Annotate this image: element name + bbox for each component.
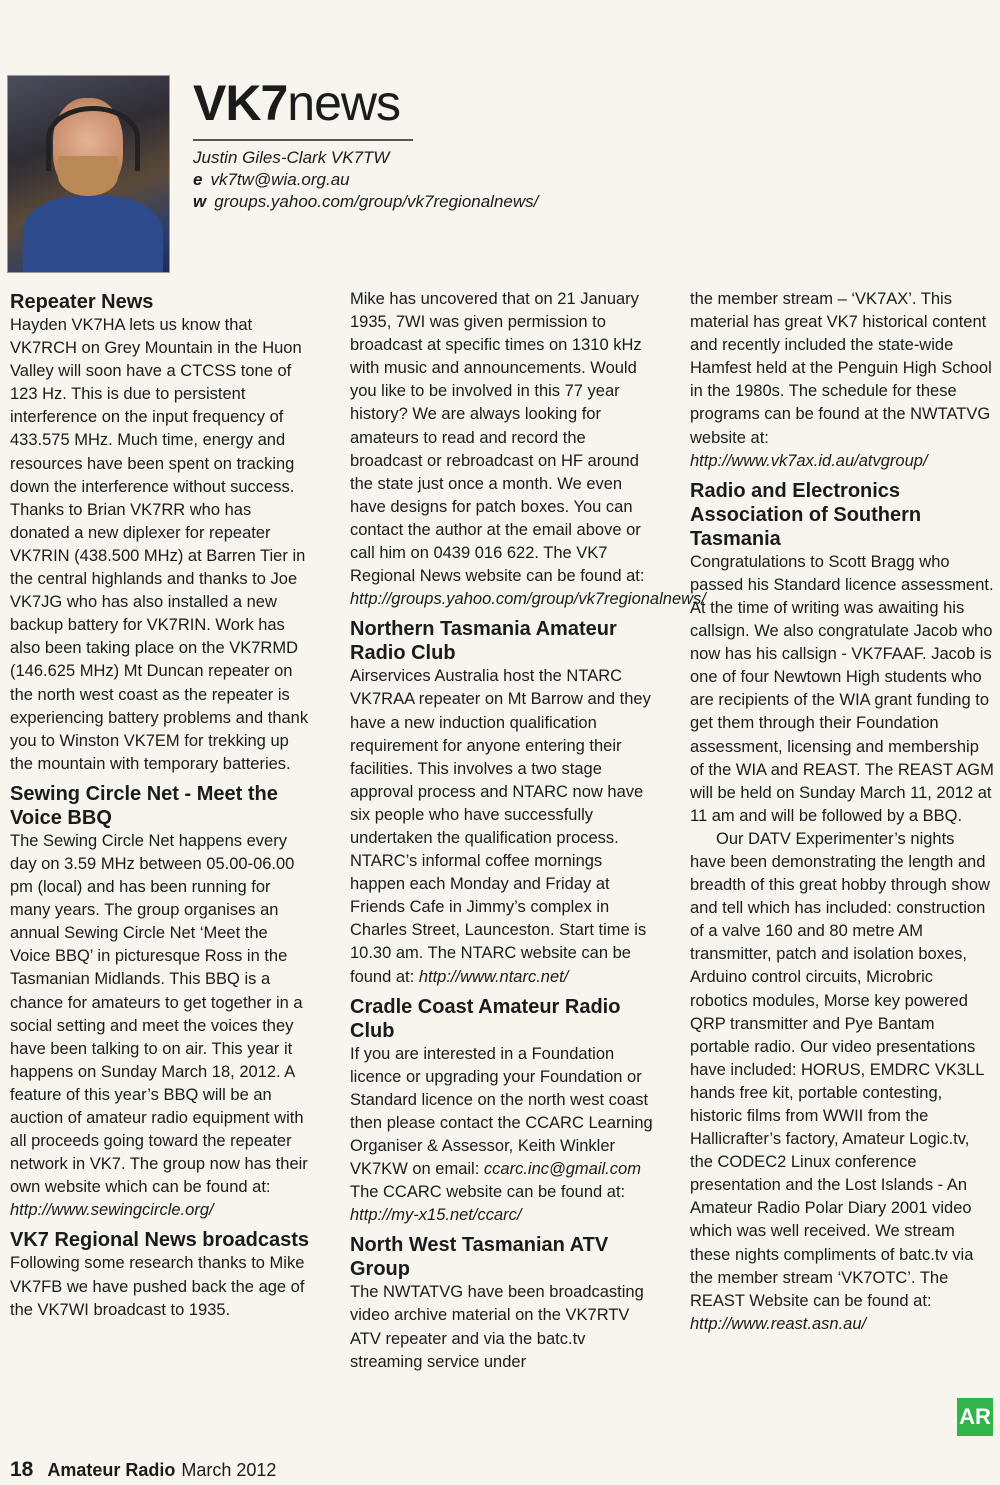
para-ccarc (350, 1043, 658, 1228)
ar-logo-icon: AR (957, 1398, 993, 1436)
author-email[interactable]: vk7tw@wia.org.au (210, 170, 350, 189)
history-text: Mike has uncovered that on 21 January 1935, 7WI was given permission to broadcast at specific times on 1310 kHz with music and announcements. Would you like to be involved in this 77 year history? We are always looking for amateurs to read and record the broadcast or rebroadcast on HF around the state just once a month. We even have designs for patch boxes. You can contact the author at the email above or call him on 0439 016 622. The VK7 Regional News website can be found at: (350, 290, 645, 586)
ccarc-text-2: The CCARC website can be found at: (350, 1183, 626, 1202)
nwtatvg-link[interactable]: http://www.vk7ax.id.au/atvgroup/ (690, 451, 928, 470)
author-photo (7, 75, 170, 273)
heading-ntarc: Northern Tasmania Amateur Radio Club (350, 618, 617, 665)
para-member-stream (690, 288, 994, 473)
page-title (193, 73, 400, 133)
column-1 (10, 290, 312, 1322)
reast-link[interactable]: http://www.reast.asn.au/ (690, 1314, 867, 1333)
column-2 (350, 288, 706, 1374)
title-bold: VK7 (193, 75, 288, 131)
ccarc-text: If you are interested in a Foundation licence or upgrading your Foundation or Standard licence on the north west coast then please contact the CCARC Learning Organiser & Assessor, Keith Winkler VK7KW on email: (350, 1044, 653, 1179)
ntarc-link[interactable]: http://www.ntarc.net/ (418, 967, 569, 986)
photo-shirt (23, 196, 163, 273)
magazine-name: Amateur Radio (47, 1460, 176, 1480)
ntarc-text: Airservices Australia host the NTARC VK7RAA repeater on Mt Barrow and they have a new induction qualification requirement for anyone entering their facilities. This involves a two stage approval process and NTARC now have six people who have successfully undertaken the qualification process. NTARC’s informal coffee mornings happen each Monday and Friday at Friends Cafe in Jimmy’s complex in Charles Street, Launceston. Start time is 10.30 am. The NTARC website can be found at: (350, 667, 651, 986)
para-nwtatvg: The NWTATVG have been broadcasting video archive material on the VK7RTV ATV repeater and via the batc.tv streaming service under (350, 1283, 644, 1371)
email-label: e (193, 170, 203, 189)
author-name: Justin Giles-Clark VK7TW (193, 148, 390, 167)
heading-nwtatvg: North West Tasmanian ATV Group (350, 1234, 609, 1281)
issue-date: March 2012 (181, 1460, 277, 1480)
para-ntarc (350, 665, 658, 988)
heading-regional-news: VK7 Regional News broadcasts (10, 1229, 309, 1252)
para-history (350, 288, 706, 611)
title-divider (193, 139, 413, 141)
author-web-line (193, 191, 538, 213)
sewing-circle-text: The Sewing Circle Net happens every day on 3.59 MHz between 05.00-06.00 pm (local) and has been running for many years. The group organises an annual Sewing Circle Net ‘Meet the Voice BBQ’ in picturesque Ross in the Tasmanian Midlands. This BBQ is a chance for amateurs to get together in a social setting and meet the voices they have been talking to on air. This year it happens on Sunday March 18, 2012. A feature of this year’s BBQ will be an auction of amateur radio equipment with all proceeds going toward the repeater network in VK7. The group now has their own website which can be found at: (10, 831, 308, 1197)
member-stream-text: the member stream – ‘VK7AX’. This material has great VK7 historical content and recently included the state-wide Hamfest held at the Penguin High School in the 1980s. The schedule for these programs can be found at the NWTATVG website at: (690, 290, 992, 447)
author-email-line (193, 169, 538, 191)
web-label: w (193, 192, 207, 211)
heading-reast: Radio and Electronics Association of Southern Tasmania (690, 479, 922, 550)
para-regional-news: Following some research thanks to Mike VK7FB we have pushed back the age of the VK7WI broadcast to 1935. (10, 1254, 305, 1319)
page-number: 18 (10, 1458, 34, 1481)
page-footer (10, 1458, 276, 1482)
heading-ccarc: Cradle Coast Amateur Radio Club (350, 995, 621, 1042)
para-datv (690, 828, 994, 1336)
author-web[interactable]: groups.yahoo.com/group/vk7regionalnews/ (214, 192, 539, 211)
heading-repeater-news: Repeater News (10, 291, 154, 313)
headset-icon (46, 106, 140, 171)
author-block (193, 147, 538, 213)
title-rest: news (287, 75, 400, 131)
para-repeater-news: Hayden VK7HA lets us know that VK7RCH on Grey Mountain in the Huon Valley will soon have a CTCSS tone of 123 Hz. This is due to persistent interference on the input frequency of 433.575 MHz. Much time, energy and resources have been spent on tracking down the interference without success. Thanks to Brian VK7RR who has donated a new diplexer for repeater VK7RIN (438.500 MHz) at Barren Tier in the central highlands and thanks to Joe VK7JG who has also installed a new backup battery for VK7RIN. Work has also been taking place on the VK7RMD (146.625 MHz) Mt Duncan repeater on the north west coast as the repeater is experiencing battery problems and thank you to Winston VK7EM for trekking up the mountain with temporary batteries. (10, 316, 309, 773)
column-3 (690, 288, 994, 1336)
para-reast: Congratulations to Scott Bragg who passed his Standard licence assessment. At the time of writing was awaiting his callsign. We also congratulate Jacob who now has his callsign - VK7FAAF. Jacob is one of four Newtown High students who are recipients of the WIA grant funding to get them through their Foundation assessment, licensing and membership of the WIA and REAST. The REAST AGM will be held on Sunday March 11, 2012 at 11 am and will be followed by a BBQ. (690, 552, 994, 825)
datv-text: Our DATV Experimenter’s nights have been demonstrating the length and breadth of this great hobby through show and tell which has included: construction of a valve 160 and 80 metre AM transmitter, patch and isolation boxes, Arduino control circuits, Microbric robotics modules, Morse key powered QRP transmitter and Pye Bantam portable radio. Our video presentations have included: HORUS, EMDRC VK3LL hands free kit, portable contesting, historic films from WWII from the Hallicrafter’s factory, Amateur Logic.tv, the CODEC2 Linux conference presentation and the Lost Islands - An Amateur Radio Polar Diary 2001 video which was well received. We stream these nights compliments of batc.tv via the member stream ‘VK7OTC’. The REAST Website can be found at: (690, 829, 990, 1310)
para-sewing-circle (10, 830, 312, 1223)
ccarc-email[interactable]: ccarc.inc@gmail.com (483, 1160, 641, 1179)
heading-sewing-circle: Sewing Circle Net - Meet the Voice BBQ (10, 782, 278, 829)
ccarc-link[interactable]: http://my-x15.net/ccarc/ (350, 1206, 522, 1225)
sewing-circle-link[interactable]: http://www.sewingcircle.org/ (10, 1201, 214, 1220)
regional-news-link[interactable]: http://groups.yahoo.com/group/vk7regionalnews/ (350, 590, 706, 609)
